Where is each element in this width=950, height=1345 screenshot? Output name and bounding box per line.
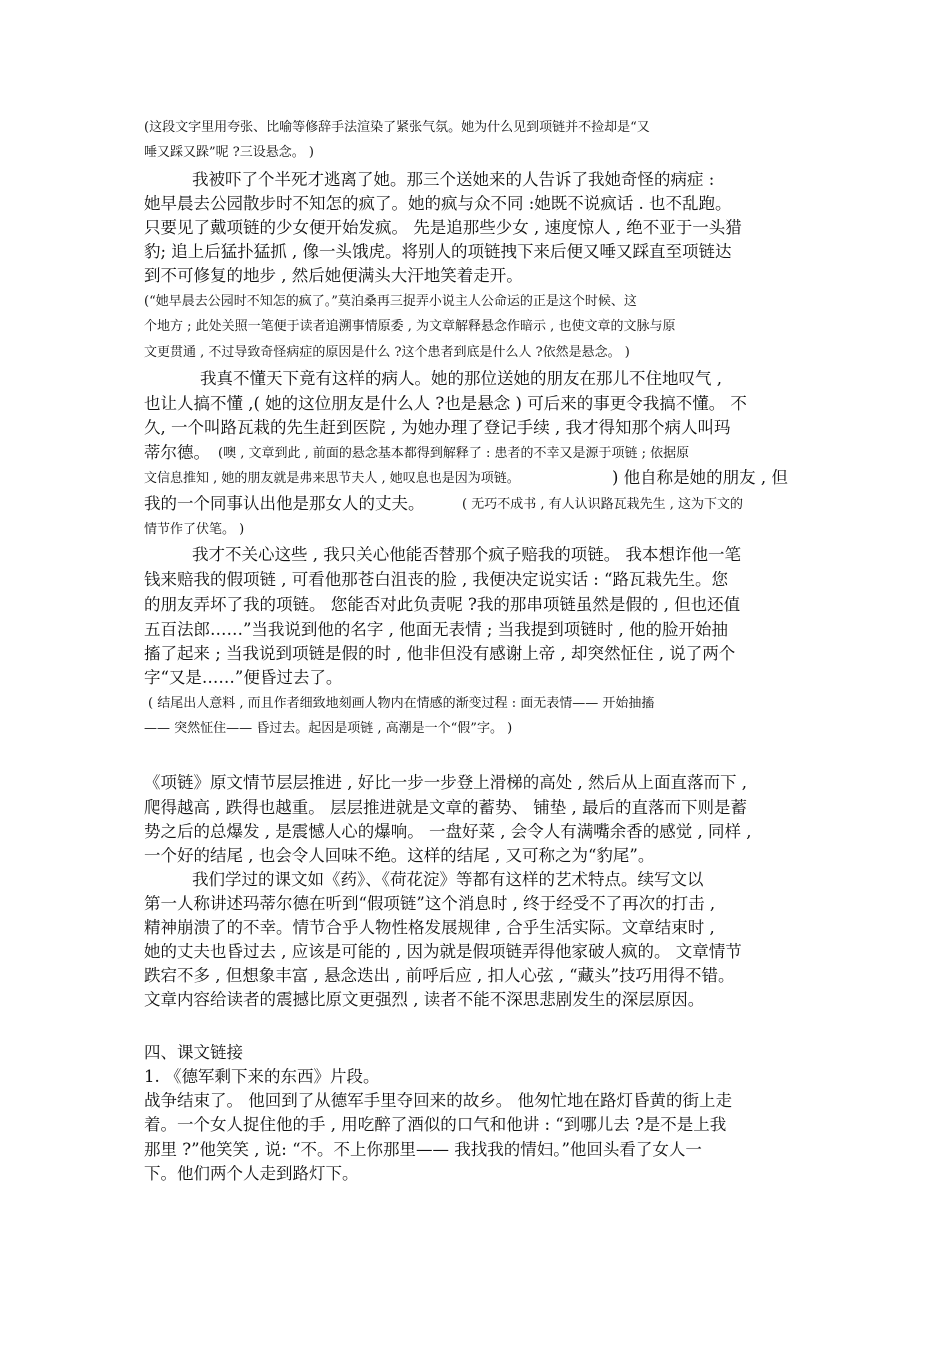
paragraph-line: 我的一个同事认出他是那女人的丈夫。 (144, 494, 425, 513)
paragraph-line: 我真不懂天下竟有这样的病人。她的那位送她的朋友在那儿不住地叹气 , (200, 369, 722, 388)
annotation-line: ( 无巧不成书 , 有人认识路瓦栽先生 , 这为下文的 (462, 497, 743, 512)
annotation-line: (“她早晨去公园时不知怎的疯了。”莫泊桑再三捉弄小说主人公命运的正是这个时候、这 (144, 294, 637, 309)
paragraph-line: 蒂尔德。 (144, 443, 210, 462)
paragraph-line: 战争结束了。 他回到了从德军手里夺回来的故乡。 他匆忙地在路灯昏黄的街上走 (144, 1091, 732, 1110)
paragraph-line: 一个好的结尾 , 也会令人回味不绝。这样的结尾 , 又可称之为“豹尾”。 (144, 846, 655, 865)
paragraph-line: 第一人称讲述玛蒂尔德在听到“假项链”这个消息时 , 终于经受不了再次的打击 , (144, 894, 716, 913)
paragraph-line: 那里 ?”他笑笑 , 说: “不。不上你那里—— 我找我的情妇。”他回头看了女人一 (144, 1140, 702, 1159)
annotation-line: (噢 , 文章到此 , 前面的悬念基本都得到解释了 : 患者的不幸又是源于项链 ; 依据原 (218, 446, 690, 461)
paragraph-line: ) 他自称是她的朋友 , 但 (612, 468, 788, 487)
paragraph-line: 下。他们两个人走到路灯下。 (144, 1164, 359, 1183)
paragraph-line: 的朋友弄坏了我的项链。 您能否对此负责呢 ?我的那串项链虽然是假的 , 但也还值 (144, 595, 741, 614)
paragraph-line: 搐了起来 ; 当我说到项链是假的时 , 他非但没有感谢上帝 , 却突然怔住 , 说了两个 (144, 644, 736, 663)
paragraph-line: 《项链》原文情节层层推进 , 好比一步一步登上滑梯的高处 , 然后从上面直落而下 , (144, 773, 747, 792)
paragraph-line: 她的丈夫也昏过去 , 应该是可能的 , 因为就是假项链弄得他家破人疯的。 文章情节 (144, 942, 742, 961)
annotation-line: (这段文字里用夸张、比喻等修辞手法渲染了紧张气氛。她为什么见到项链并不捡却是“又 (144, 120, 650, 135)
paragraph-line: 豹; 追上后猛扑猛抓 , 像一头饿虎。将别人的项链拽下来后便又唾又踩直至项链达 (144, 242, 732, 261)
annotation-line: 唾又踩又跺”呢 ?三设悬念。 ) (144, 145, 314, 160)
annotation-line: 情节作了伏笔。 ) (144, 522, 245, 537)
paragraph-line: 精神崩溃了的不幸。情节合乎人物性格发展规律 , 合乎生活实际。文章结束时 , (144, 918, 715, 937)
paragraph-line: 五百法郎……”当我说到他的名字 , 他面无表情 ; 当我提到项链时 , 他的脸开始抽 (144, 620, 728, 639)
paragraph-line: 爬得越高 , 跌得也越重。 层层推进就是文章的蓄势、 铺垫 , 最后的直落而下则是蓄 (144, 798, 747, 817)
annotation-line: ( 结尾出人意料 , 而且作者细致地刻画人物内在情感的渐变过程 : 面无表情—— 开始抽搐 (148, 696, 655, 711)
paragraph-line: 我被吓了个半死才逃离了她。那三个送她来的人告诉了我她奇怪的病症 : (192, 170, 715, 189)
paragraph-line: 到不可修复的地步 , 然后她便满头大汗地笑着走开。 (144, 266, 523, 285)
paragraph-line: 我才不关心这些 , 我只关心他能否替那个疯子赔我的项链。 我本想诈他一笔 (192, 545, 741, 564)
annotation-line: 文信息推知 , 她的朋友就是弗来思节夫人 , 她叹息也是因为项链。 (144, 471, 520, 486)
paragraph-line: 只要见了戴项链的少女便开始发疯。 先是追那些少女 , 速度惊人 , 绝不亚于一头猎 (144, 218, 742, 237)
paragraph-line: 势之后的总爆发 , 是震憾人心的爆响。 一盘好菜 , 会令人有满嘴余香的感觉 , 同样 , (144, 822, 752, 841)
paragraph-line: 字“又是……”便昏过去了。 (144, 668, 343, 687)
paragraph-line: 久, 一个叫路瓦栽的先生赶到医院 , 为她办理了登记手续 , 我才得知那个病人叫玛 (144, 418, 731, 437)
paragraph-line: 我们学过的课文如《药》、《荷花淀》等都有这样的艺术特点。续写文以 (192, 870, 704, 889)
annotation-line: 文更贯通 , 不过导致奇怪病症的原因是什么 ?这个患者到底是什么人 ?依然是悬念。 ) (144, 345, 630, 360)
paragraph-line: 也让人搞不懂 ,( 她的这位朋友是什么人 ?也是悬念 ) 可后来的事更令我搞不懂。 不 (144, 394, 747, 413)
paragraph-line: 钱来赔我的假项链 , 可看他那苍白沮丧的脸 , 我便决定说实话 : “路瓦栽先生。您 (144, 570, 728, 589)
subsection-heading: 1. 《德军剩下来的东西》片段。 (144, 1067, 380, 1086)
paragraph-line: 着。一个女人捉住他的手 , 用吃醉了酒似的口气和他讲 : “到哪儿去 ?是不是上我 (144, 1115, 727, 1134)
paragraph-line: 跌宕不多 , 但想象丰富 , 悬念迭出 , 前呼后应 , 扣人心弦 , “藏头”技巧用得不错。 (144, 966, 735, 985)
annotation-line: —— 突然怔住—— 昏过去。起因是项链 , 高潮是一个“假”字。 ) (144, 721, 513, 736)
section-heading: 四、课文链接 (144, 1043, 243, 1062)
paragraph-line: 文章内容给读者的震撼比原文更强烈 , 读者不能不深思悲剧发生的深层原因。 (144, 990, 705, 1009)
paragraph-line: 她早晨去公园散步时不知怎的疯了。她的疯与众不同 :她既不说疯话 . 也不乱跑。 (144, 194, 732, 213)
annotation-line: 个地方 ; 此处关照一笔便于读者追溯事情原委 , 为文章解释悬念作暗示 , 也使文章的文脉与原 (144, 319, 676, 334)
